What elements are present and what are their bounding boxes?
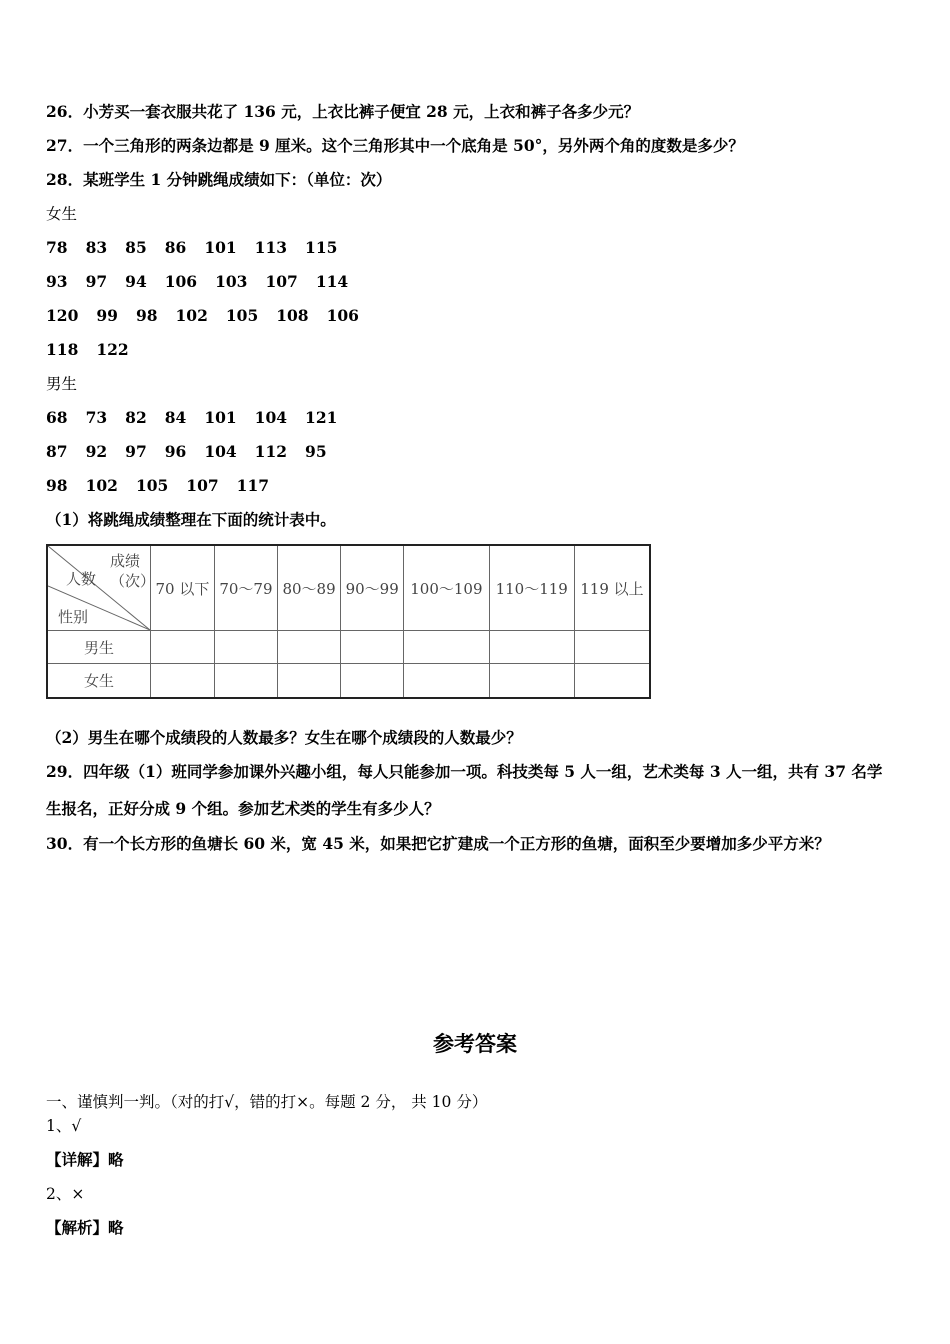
row-header: 男生 <box>47 631 151 664</box>
question-30: 30．有一个长方形的鱼塘长 60 米，宽 45 米，如果把它扩建成一个正方形的鱼塘，面积至少要增加多少平方米？ <box>46 834 830 853</box>
score: 101 <box>204 238 237 257</box>
score: 85 <box>125 238 147 257</box>
boys-row-1 <box>46 408 355 428</box>
score: 112 <box>254 442 288 461</box>
score: 106 <box>326 306 359 325</box>
question-27: 27．一个三角形的两条边都是 9 厘米。这个三角形其中一个底角是 50°，另外两个角的度数是多少？ <box>46 136 744 155</box>
empty-cell[interactable] <box>278 664 341 698</box>
girls-label: 女生 <box>46 205 78 223</box>
score: 82 <box>125 408 147 427</box>
score: 102 <box>175 306 208 325</box>
empty-cell[interactable] <box>278 631 341 664</box>
answer-1-detail: 【详解】略 <box>46 1150 124 1169</box>
score: 94 <box>125 272 147 291</box>
score: 106 <box>164 272 198 291</box>
score: 108 <box>276 306 309 325</box>
score: 92 <box>85 442 108 461</box>
score: 97 <box>85 272 108 291</box>
score: 95 <box>305 442 327 461</box>
diag-label-unit: （次） <box>110 572 156 590</box>
question-26: 26．小芳买一套衣服共花了 136 元，上衣比裤子便宜 28 元，上衣和裤子各多少元？ <box>46 102 640 121</box>
empty-cell[interactable] <box>404 631 489 664</box>
score: 97 <box>125 442 147 461</box>
score: 99 <box>96 306 118 325</box>
score: 122 <box>96 340 129 359</box>
score: 114 <box>315 272 349 291</box>
girls-row-4 <box>46 340 147 360</box>
question-29-line-2: 生报名，正好分成 9 个组。参加艺术类的学生有多少人？ <box>46 799 440 818</box>
score: 121 <box>305 408 338 427</box>
empty-cell[interactable] <box>489 631 574 664</box>
column-header: 90～99 <box>341 545 404 631</box>
empty-cell[interactable] <box>214 631 277 664</box>
score: 68 <box>46 408 68 427</box>
diag-label-score: 成绩 <box>110 552 141 570</box>
girls-row-1 <box>46 238 355 258</box>
score: 98 <box>135 306 158 325</box>
answer-section-heading: 一、谨慎判一判。（对的打√，错的打×。每题 2 分， 共 10 分） <box>46 1093 488 1111</box>
score: 113 <box>254 238 288 257</box>
empty-cell[interactable] <box>341 664 404 698</box>
score: 117 <box>236 476 270 495</box>
column-header: 70 以下 <box>151 545 215 631</box>
score: 83 <box>85 238 108 257</box>
score: 104 <box>204 442 237 461</box>
score: 86 <box>164 238 187 257</box>
score: 98 <box>46 476 68 495</box>
score: 105 <box>225 306 259 325</box>
score: 120 <box>46 306 79 325</box>
question-28-part-1: （1）将跳绳成绩整理在下面的统计表中。 <box>46 510 336 529</box>
question-29-line-1: 29．四年级（1）班同学参加课外兴趣小组，每人只能参加一项。科技类每 5 人一组，艺术类每 3 人一组，共有 37 名学 <box>46 762 883 781</box>
score: 78 <box>46 238 68 257</box>
empty-cell[interactable] <box>341 631 404 664</box>
empty-cell[interactable] <box>214 664 277 698</box>
score: 105 <box>135 476 169 495</box>
boys-row-3 <box>46 476 287 496</box>
score: 107 <box>186 476 219 495</box>
boys-row-2 <box>46 442 345 462</box>
answer-title: 参考答案 <box>433 1032 517 1056</box>
score: 103 <box>215 272 248 291</box>
empty-cell[interactable] <box>404 664 489 698</box>
score: 104 <box>254 408 288 427</box>
column-header: 70～79 <box>214 545 277 631</box>
girls-row-3 <box>46 306 377 326</box>
row-header: 女生 <box>47 664 151 698</box>
table-row-boys <box>47 631 650 664</box>
diagonal-header-cell <box>47 545 156 631</box>
boys-label: 男生 <box>46 375 78 393</box>
column-header: 110～119 <box>489 545 574 631</box>
score: 93 <box>46 272 68 291</box>
score: 107 <box>265 272 298 291</box>
empty-cell[interactable] <box>574 631 650 664</box>
answer-1: 1、√ <box>46 1117 82 1135</box>
question-28: 28．某班学生 1 分钟跳绳成绩如下：（单位：次） <box>46 170 392 189</box>
empty-cell[interactable] <box>574 664 650 698</box>
column-header: 119 以上 <box>574 545 650 631</box>
score: 87 <box>46 442 68 461</box>
girls-row-2 <box>46 272 366 292</box>
question-28-part-2: （2）男生在哪个成绩段的人数最多？女生在哪个成绩段的人数最少？ <box>46 728 522 747</box>
statistics-table <box>46 544 651 699</box>
answer-2: 2、× <box>46 1185 85 1203</box>
score: 115 <box>305 238 338 257</box>
score: 101 <box>204 408 237 427</box>
score: 96 <box>164 442 187 461</box>
empty-cell[interactable] <box>489 664 574 698</box>
answer-2-detail: 【解析】略 <box>46 1218 124 1237</box>
score: 102 <box>85 476 118 495</box>
score: 118 <box>46 340 79 359</box>
column-header: 100～109 <box>404 545 489 631</box>
diag-label-gender: 性别 <box>58 608 89 626</box>
score: 73 <box>85 408 108 427</box>
score: 84 <box>164 408 187 427</box>
empty-cell[interactable] <box>151 631 215 664</box>
table-row-girls <box>47 664 650 698</box>
empty-cell[interactable] <box>151 664 215 698</box>
column-header: 80～89 <box>278 545 341 631</box>
diag-label-count: 人数 <box>66 570 97 588</box>
table-header-row <box>47 545 650 631</box>
